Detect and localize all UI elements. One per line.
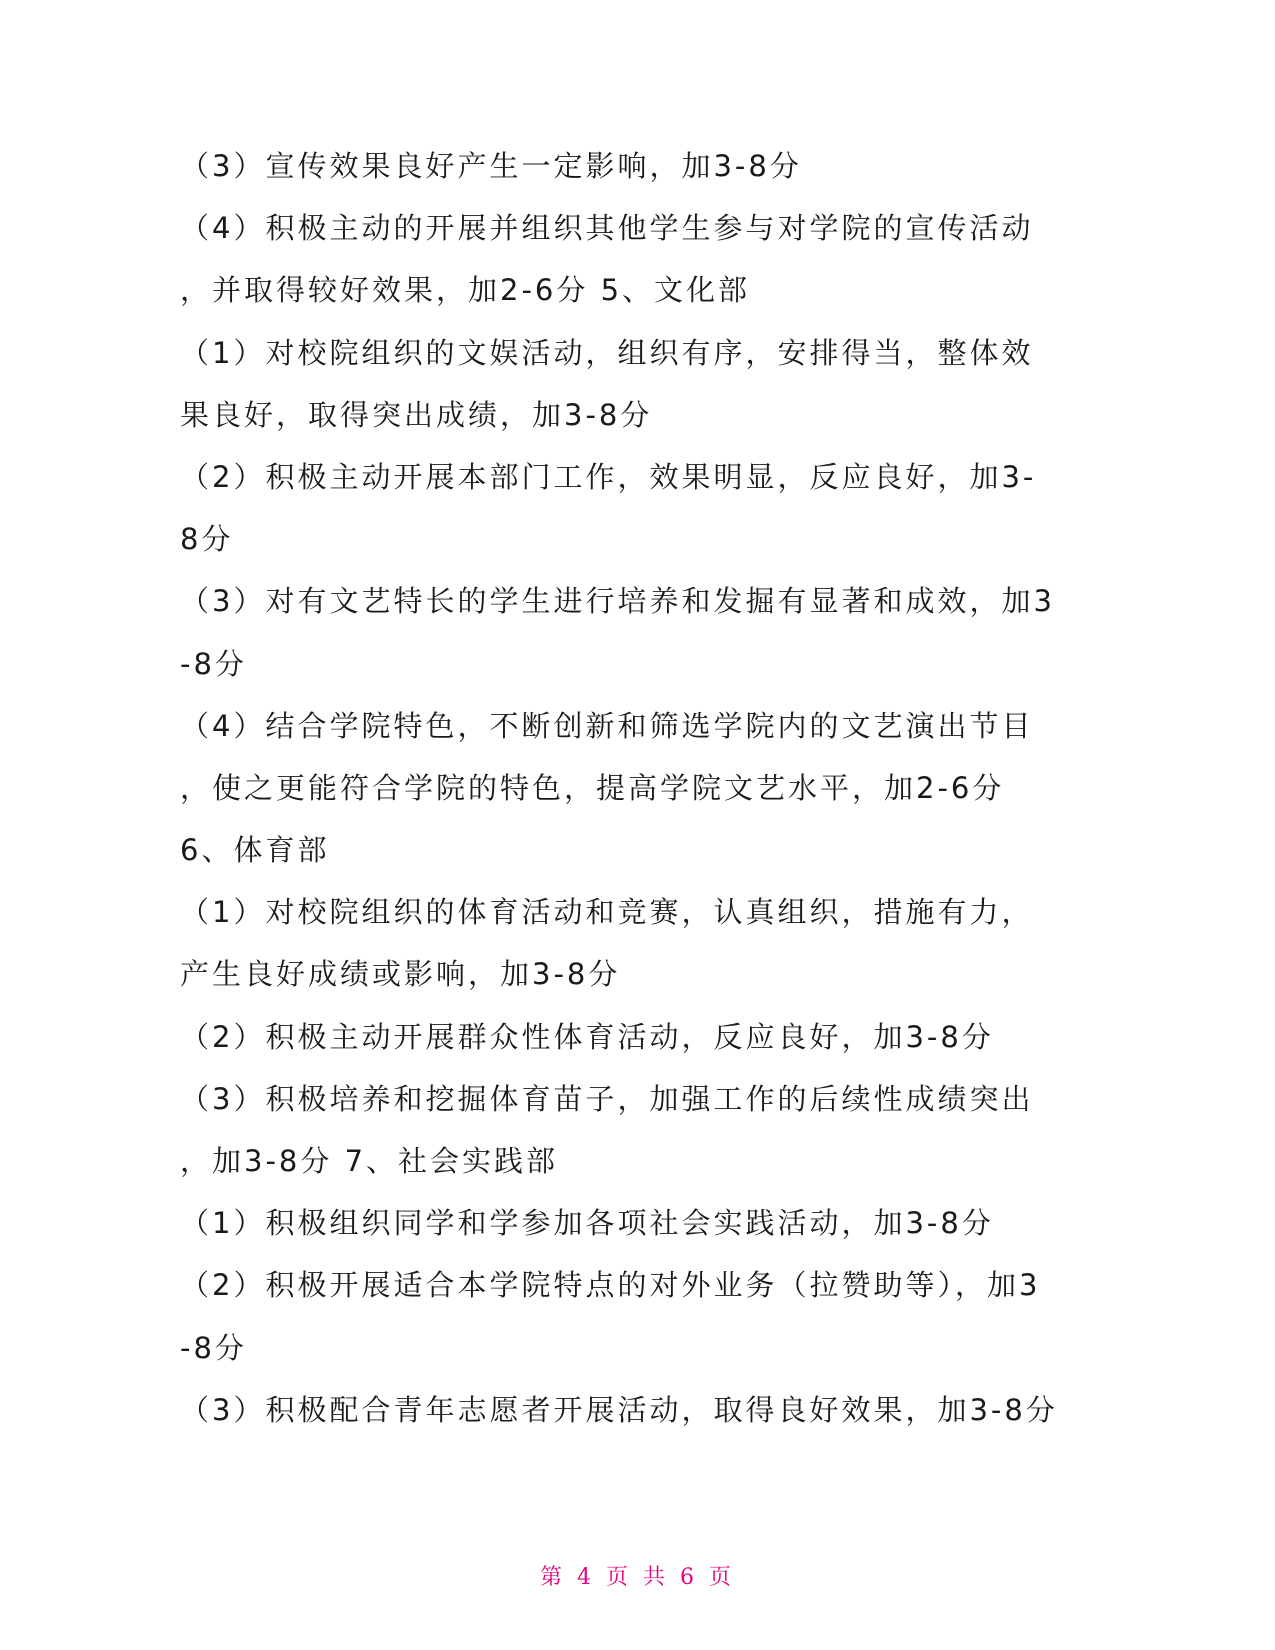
text-line: ，加3-8分 7、社会实践部 — [180, 1144, 559, 1178]
text-line: （3）宣传效果良好产生一定影响，加3-8分 — [180, 149, 802, 183]
text-line: （2）积极主动开展本部门工作，效果明显，反应良好，加3- — [180, 459, 1037, 494]
section-heading: 6、体育部 — [180, 833, 330, 868]
text-line: 8分 — [180, 522, 234, 557]
text-line: （3）积极配合青年志愿者开展活动，取得良好效果，加3-8分 — [180, 1392, 1058, 1427]
text-line: （1）积极组织同学和学参加各项社会实践活动，加3-8分 — [180, 1206, 994, 1241]
text-line: （2）积极主动开展群众性体育活动，反应良好，加3-8分 — [180, 1019, 994, 1054]
text-line: （4）积极主动的开展并组织其他学生参与对学院的宣传活动 — [180, 211, 1034, 246]
document-body — [180, 135, 1060, 1441]
text-line: -8分 — [180, 646, 247, 681]
text-line: ，并取得较好效果，加2-6分 5、文化部 — [180, 273, 751, 308]
text-line: （3）积极培养和挖掘体育苗子，加强工作的后续性成绩突出 — [180, 1081, 1034, 1116]
text-line: （1）对校院组织的文娱活动，组织有序，安排得当，整体效 — [180, 335, 1034, 370]
text-line: （1）对校院组织的体育活动和竞赛，认真组织，措施有力， — [180, 895, 1034, 930]
text-line: -8分 — [180, 1330, 247, 1365]
text-line: （3）对有文艺特长的学生进行培养和发掘有显著和成效，加3 — [180, 584, 1055, 619]
text-line: 果良好，取得突出成绩，加3-8分 — [180, 397, 653, 432]
text-line: ，使之更能符合学院的特色，提高学院文艺水平，加2-6分 — [180, 770, 1005, 805]
text-line: 产生良好成绩或影响，加3-8分 — [180, 957, 621, 992]
text-line: （2）积极开展适合本学院特点的对外业务（拉赞助等），加3 — [180, 1268, 1041, 1303]
page-number-footer: 第 4 页 共 6 页 — [540, 1565, 735, 1590]
text-line: （4）结合学院特色，不断创新和筛选学院内的文艺演出节目 — [180, 708, 1034, 743]
